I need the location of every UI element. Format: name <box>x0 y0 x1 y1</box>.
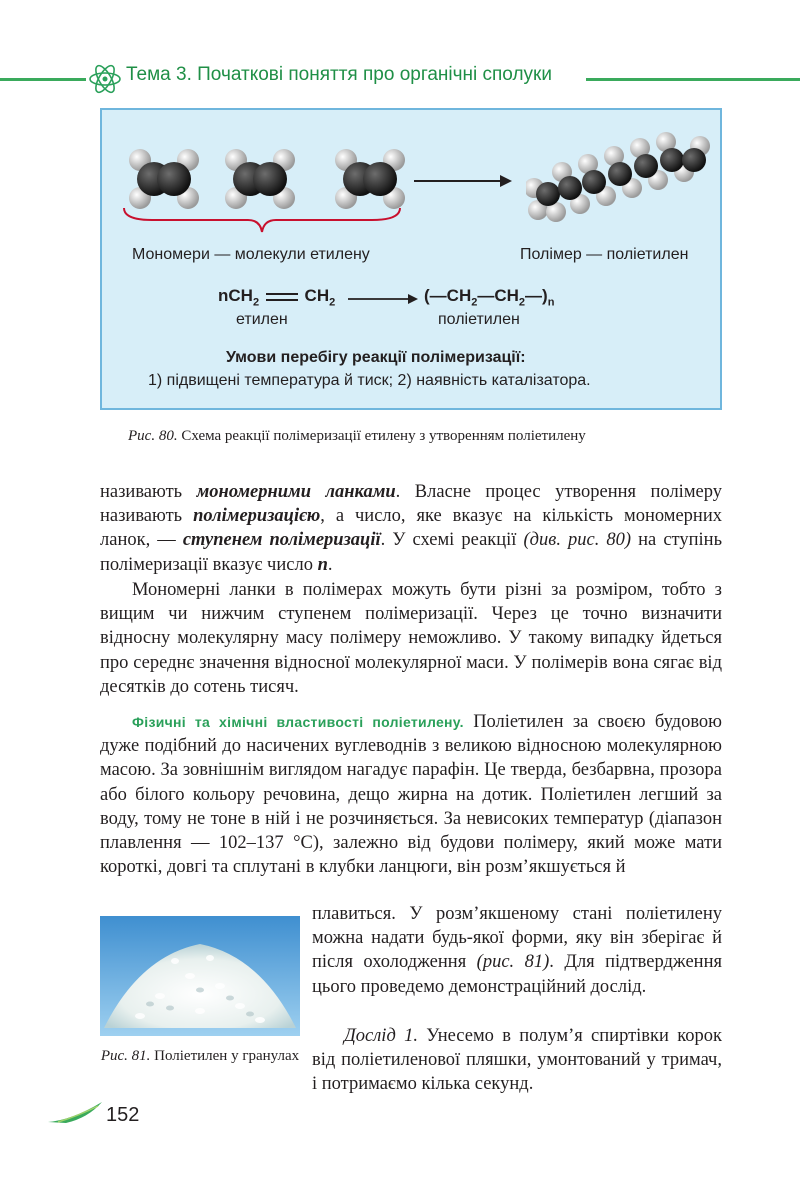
term-degree-of-polymerization: ступенем полімеризації <box>182 530 381 551</box>
eq-sub-n: n <box>547 296 555 309</box>
ethylene-label: етилен <box>236 311 288 328</box>
term-polymerization: полімеризацією <box>193 506 321 527</box>
double-bond-symbol <box>264 291 300 303</box>
caption-text: Поліетилен у гранулах <box>150 1048 300 1064</box>
text-run: . <box>327 554 333 575</box>
conditions-title: Умови перебігу реакції полімеризації: <box>226 349 526 366</box>
term-monomer-units: мономерними ланками <box>196 482 396 502</box>
paragraph-3 <box>100 710 722 879</box>
eq-sub: 2 <box>252 296 260 309</box>
figure-80-caption <box>128 428 586 445</box>
equation-right <box>424 286 554 308</box>
figure-reference: (рис. 81) <box>476 952 550 973</box>
text-run: на ступінь полімеризації вказує число <box>100 530 723 575</box>
figure-reference: (див. рис. 80) <box>523 530 632 551</box>
eq-sub: 2 <box>471 296 478 309</box>
eq-sub: 2 <box>329 296 336 309</box>
monomer-brace <box>122 206 402 236</box>
eq-part: —) <box>525 286 548 305</box>
section-heading: Фізичні та хімічні властивості поліетилену. <box>132 714 464 730</box>
monomers-label: Мономери — молекули етилену <box>132 246 370 263</box>
figure-81-caption <box>100 1046 300 1066</box>
eq-part: —CH <box>477 286 519 305</box>
experiment-label: Дослід 1. <box>344 1026 418 1046</box>
text-run: Унесемо в полум’я спиртівки корок від поліетиленової пляшки, умонтований у тримач, і потримаємо кілька секунд. <box>312 1026 722 1095</box>
term-n: n <box>317 554 328 575</box>
text-run: . Для підтвердження цього проведемо демонстраційний дослід. <box>312 952 722 997</box>
caption-text: Схема реакції полімеризації етилену з утворенням поліетилену <box>177 428 586 444</box>
eq-part: (—CH <box>424 286 472 305</box>
eq-ch: CH <box>304 286 330 305</box>
polyethylene-granules-photo <box>100 916 300 1036</box>
ethylene-molecules-image <box>126 148 426 214</box>
caption-number: Рис. 81. <box>100 1048 151 1064</box>
paragraph-5 <box>312 1024 722 1097</box>
polyethylene-label: поліетилен <box>438 311 520 328</box>
leaf-icon <box>48 1100 104 1124</box>
text-run: , а число, яке вказує на кількість мономерних ланок, — <box>100 506 722 551</box>
text-run: . У схемі реакції <box>380 530 524 551</box>
eq-nch: nCH <box>218 286 253 305</box>
paragraph-4 <box>312 902 722 999</box>
text-run: . Власне процес утворення полімеру називають <box>100 482 722 527</box>
chapter-title: Тема 3. Початкові поняття про органічні сполуки <box>126 64 552 85</box>
page-header <box>0 58 800 98</box>
text-run: називають <box>100 482 197 502</box>
polyethylene-chain-image <box>526 132 712 224</box>
caption-number: Рис. 80. <box>128 428 178 444</box>
reaction-arrow <box>348 292 420 306</box>
text-run: плавиться. У розм’якшеному стані поліетилену можна надати будь-якої форми, яку він зберігає й після охолодження <box>312 904 722 973</box>
atom-icon <box>88 62 122 96</box>
paragraph-1 <box>100 480 722 577</box>
polymer-label: Полімер — поліетилен <box>520 246 689 263</box>
figure-80-box <box>100 108 722 410</box>
header-rule-right <box>586 78 800 81</box>
page-number: 152 <box>106 1104 140 1126</box>
equation-left <box>218 286 335 308</box>
header-rule-left <box>0 78 86 81</box>
reaction-arrow-top <box>414 174 514 188</box>
conditions-text: 1) підвищені температура й тиск; 2) наявність каталізатора. <box>148 372 591 389</box>
paragraph-2: Мономерні ланки в полімерах можуть бути різні за розміром, тобто з вищим чи нижчим ступенем полімеризації. Через це точно визначити відносну молекулярну масу полімеру неможливо. У такому випадку йдеться про середнє значення відносної молекулярної маси. У полімерів вона сягає від десятків до сотень тисяч. <box>100 580 722 697</box>
eq-sub: 2 <box>518 296 526 309</box>
text-run: Поліетилен за своєю будовою дуже подібний до насичених вуглеводнів з великою відносною молекулярною масою. За зовнішнім виглядом нагадує парафін. Це тверда, безбарвна, прозора або білого кольору речовина, дещо жирна на дотик. Поліетилен легший за воду, тому не тоне в ній і не розчиняється. За невисоких температур (діапазон плавлення — 102–137 °С), залежно від будови полімеру, який може мати короткі, довгі та сплутані в клубки ланцюги, він розм’якшується й <box>100 712 722 878</box>
